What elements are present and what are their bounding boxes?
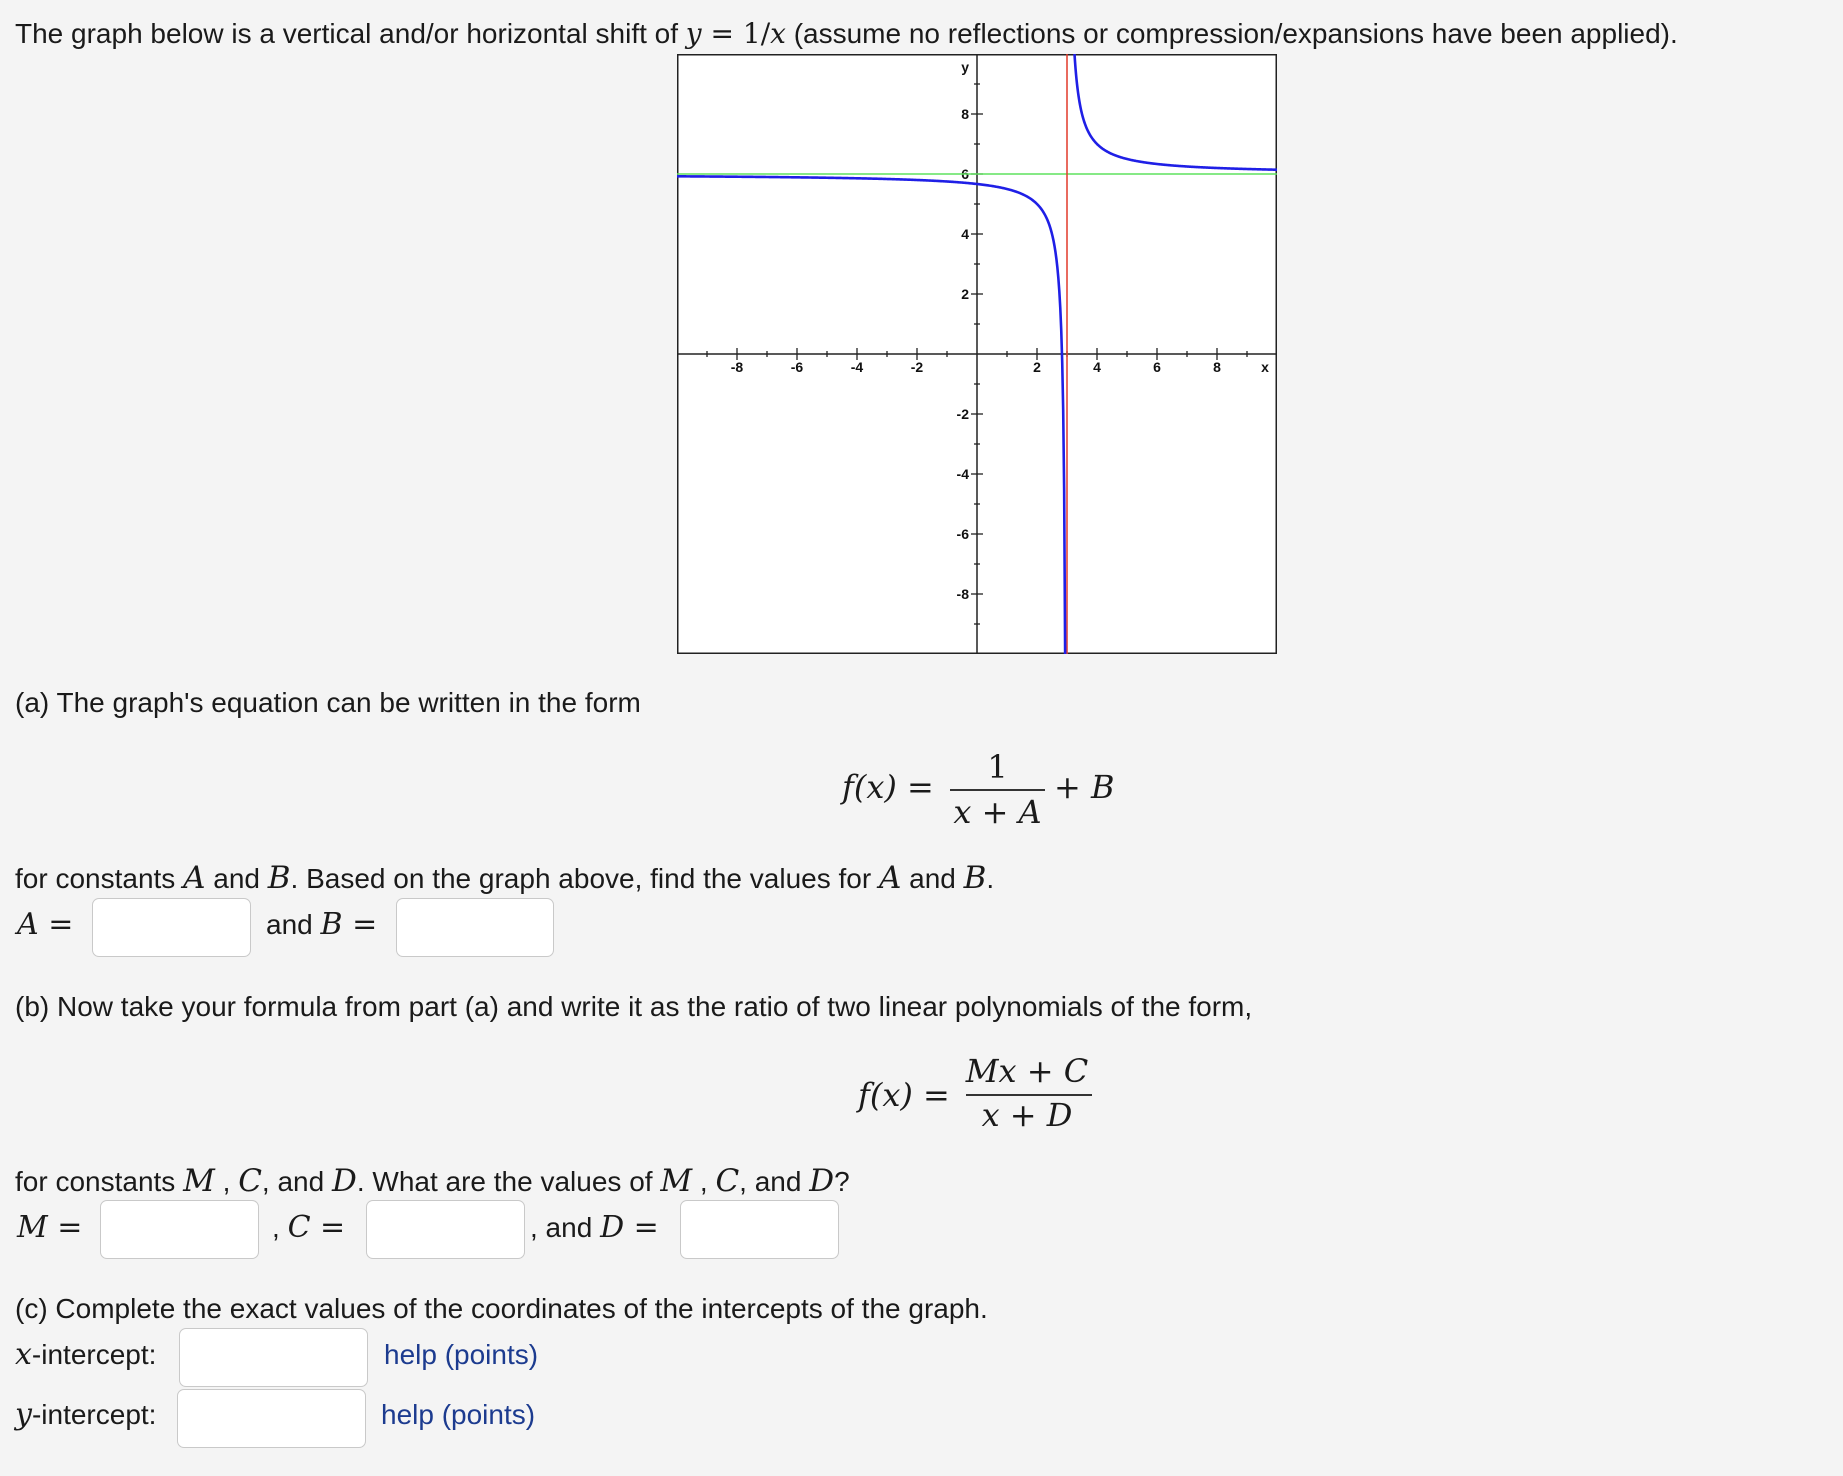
intro-text [15,17,1678,51]
answer-d-input[interactable] [680,1200,839,1259]
part-a-plus-b: + B [1054,768,1115,806]
y-tick-label: -4 [956,466,969,482]
y-axis-label: y [961,59,969,75]
answer-m-input[interactable] [100,1200,259,1259]
x-tick-label: 8 [1213,359,1221,375]
label-and-b: and B = [266,907,378,942]
y-tick-label: 4 [961,226,969,242]
help-points-link-y[interactable]: help (points) [381,1399,536,1430]
intro-eq-x: x [770,17,786,50]
label-d-equals: , and D = [530,1210,659,1245]
part-a-fraction-bar [950,789,1045,791]
y-tick-label: -2 [956,406,969,422]
label-x-intercept: x-intercept: [15,1337,157,1372]
answer-b-input[interactable] [396,898,554,957]
label-a-equals: A = [17,907,74,942]
part-a-question: for constants A and B. Based on the graph above, find the values for A and B. [15,860,995,896]
y-tick-label: 6 [961,166,969,182]
part-b-question: for constants M , C, and D. What are the values of M , C, and D? [15,1163,850,1199]
x-tick-label: -4 [850,359,864,375]
part-b-denominator: x + D [981,1096,1073,1134]
x-tick-label: -2 [910,359,924,375]
label-m-equals: M = [17,1210,83,1245]
intro-eq-y: y [685,17,702,50]
label-c-equals: , C = [272,1210,346,1245]
part-a-intro: (a) The graph's equation can be written in the form [15,687,641,718]
part-b-lhs: f(x) = [858,1076,950,1114]
y-tick-label: -6 [956,526,969,542]
intro-before: The graph below is a vertical and/or horizontal shift of [15,18,686,49]
x-tick-label: 6 [1153,359,1161,375]
intro-eq-eq: = 1/ [701,17,771,50]
x-tick-label: 2 [1033,359,1041,375]
y-intercept-input[interactable] [177,1389,366,1448]
part-c-intro: (c) Complete the exact values of the coordinates of the intercepts of the graph. [15,1293,988,1324]
part-a-denominator: x + A [953,793,1042,831]
function-graph [677,54,1277,654]
x-intercept-input[interactable] [179,1328,368,1387]
intro-after: (assume no reflections or compression/expansions have been applied). [785,18,1678,49]
answer-c-input[interactable] [366,1200,525,1259]
y-tick-label: -8 [956,586,969,602]
part-a-numerator: 1 [987,748,1008,786]
y-tick-label: 2 [961,286,969,302]
y-tick-label: 8 [961,106,969,122]
label-y-intercept: y-intercept: [15,1397,157,1432]
part-b-numerator: Mx + C [965,1052,1089,1090]
help-points-link-x[interactable]: help (points) [384,1339,539,1370]
x-tick-label: -8 [730,359,744,375]
answer-a-input[interactable] [92,898,251,957]
x-tick-label: 4 [1093,359,1101,375]
part-a-lhs: f(x) = [842,768,934,806]
x-tick-label: -6 [790,359,804,375]
part-b-intro: (b) Now take your formula from part (a) and write it as the ratio of two linear polynomials of the form, [15,991,1253,1022]
x-axis-label: x [1261,359,1269,375]
